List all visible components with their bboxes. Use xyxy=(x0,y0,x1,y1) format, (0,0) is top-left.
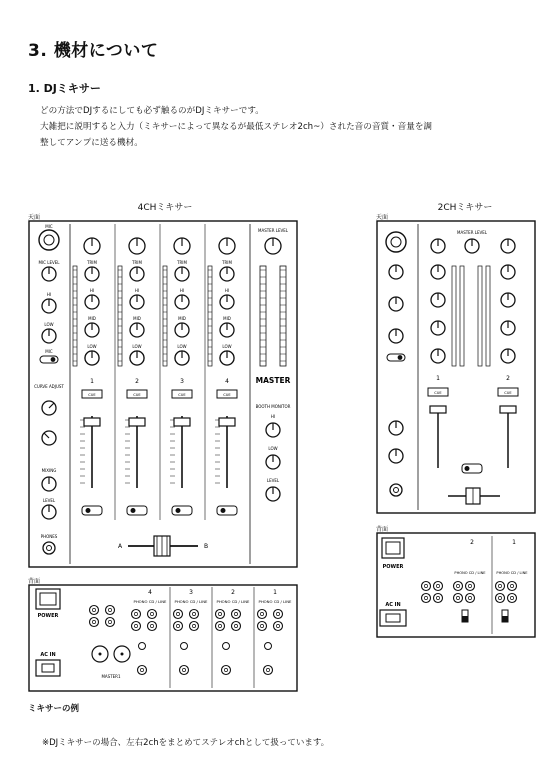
booth-out-jack xyxy=(106,618,115,627)
ch1-trim-knob[interactable] xyxy=(85,267,99,281)
mixer2-rear-jack-2-a xyxy=(496,582,505,591)
ac-in-socket xyxy=(36,660,60,676)
mixer2-cue-label-1: CUE xyxy=(434,391,442,395)
curve-adjust-label: CURVE ADJUST xyxy=(34,384,64,389)
ch2-cue-label: CUE xyxy=(133,393,141,397)
section-title: 1. DJミキサー xyxy=(28,82,101,95)
ch1-extra-jack xyxy=(264,666,273,675)
mixer2-ch1-eq-knob-2[interactable] xyxy=(431,293,445,307)
mixer2-rear-panel-diagram xyxy=(376,532,536,640)
mic-low-knob-2ch[interactable] xyxy=(389,329,403,343)
booth-level-label: LEVEL xyxy=(266,478,280,483)
ch2-mid-knob[interactable] xyxy=(130,323,144,337)
mixer2-rear-label: 背面 xyxy=(376,526,389,533)
rec-out-jack xyxy=(90,618,99,627)
master-level-label: MASTER LEVEL xyxy=(258,228,288,233)
ch3-fader-curve-switch[interactable] xyxy=(172,506,192,515)
rear-group-2: 2 xyxy=(231,589,235,596)
booth-out-jack xyxy=(106,606,115,615)
rear-group-3: 3 xyxy=(189,589,193,596)
mixer2-top-label: 天面 xyxy=(376,214,389,221)
body-line-1: どの方法でDJするにしても必ず触るのがDJミキサーです。 xyxy=(40,106,264,116)
rear-group-1: 1 xyxy=(273,589,277,596)
mixer2-cue-button-1[interactable] xyxy=(428,388,448,396)
ch1-cue-button[interactable] xyxy=(82,390,102,398)
ch2-input-selector-knob[interactable] xyxy=(129,238,145,254)
ch1-cue-label: CUE xyxy=(88,393,96,397)
power-label: POWER xyxy=(37,613,59,619)
booth-hi-knob[interactable] xyxy=(266,423,280,437)
ch4-input-selector-knob[interactable] xyxy=(219,238,235,254)
rear-group-3-label: PHONO CD / LINE xyxy=(174,599,208,604)
mixer2-cue-label-2: CUE xyxy=(504,391,512,395)
ch4-fader-curve-switch[interactable] xyxy=(217,506,237,515)
mixing-label: MIXING xyxy=(41,468,57,473)
power-switch[interactable] xyxy=(36,589,60,609)
ch1-level-meter xyxy=(73,266,77,366)
footnote: ※DJミキサーの場合、左右2chをまとめてステレオchとして扱っています。 xyxy=(42,738,330,748)
mixer2-top-panel-diagram xyxy=(376,220,536,516)
ch3-gnd-terminal xyxy=(181,643,188,650)
body-line-3: 整してアンプに送る機材。 xyxy=(40,138,143,148)
mixer2-ac-in-socket xyxy=(380,610,406,626)
mixer2-ac-in-label: AC IN xyxy=(385,602,401,608)
mic-level-label: MIC LEVEL xyxy=(38,260,60,265)
mixer2-ch2-eq-knob-3[interactable] xyxy=(501,321,515,335)
ch3-extra-jack xyxy=(180,666,189,675)
ch3-hi-knob[interactable] xyxy=(175,295,189,309)
mixer2-rear-jack-0-b xyxy=(422,594,431,603)
ch2-line-jack-l xyxy=(232,610,241,619)
rear-group-4-label: PHONO CD / LINE xyxy=(133,599,167,604)
ch1-mid-label: MID xyxy=(88,316,96,321)
mixer2-ch2-eq-knob-1[interactable] xyxy=(501,265,515,279)
mixer2-rear-jack-2-c xyxy=(508,582,517,591)
mixer2-rear-jack-0-d xyxy=(434,594,443,603)
ch2-hi-label: HI xyxy=(134,288,140,293)
mixer2-master-level-label: MASTER LEVEL xyxy=(457,230,487,235)
master-out-label: MASTER1 xyxy=(101,674,121,679)
ch4-mid-label: MID xyxy=(223,316,231,321)
ch4-filter-knob[interactable] xyxy=(220,351,234,365)
mixer2-ch1-eq-knob-1[interactable] xyxy=(431,265,445,279)
ch1-hi-knob[interactable] xyxy=(85,295,99,309)
level-label: LEVEL xyxy=(42,498,56,503)
mixer2-rear-jack-0-c xyxy=(434,582,443,591)
ch1-mid-knob[interactable] xyxy=(85,323,99,337)
ch2-mid-label: MID xyxy=(133,316,141,321)
mixer2-ch2-eq-knob-2[interactable] xyxy=(501,293,515,307)
ch2-low-label: LOW xyxy=(132,344,142,349)
ch4-phono-jack-r xyxy=(132,622,141,631)
ch3-level-meter xyxy=(163,266,167,366)
ch2-gnd-terminal xyxy=(223,643,230,650)
ch3-mid-knob[interactable] xyxy=(175,323,189,337)
mixing-knob[interactable] xyxy=(42,477,56,491)
ch3-cue-label: CUE xyxy=(178,393,186,397)
mixer2-rear-jack-1-d xyxy=(466,594,475,603)
master-level-meter-left xyxy=(260,266,266,366)
ch3-mid-label: MID xyxy=(178,316,186,321)
ch1-line-jack-l xyxy=(274,610,283,619)
ch4-hi-label: HI xyxy=(224,288,230,293)
mic-level-knob[interactable] xyxy=(42,267,56,281)
body-line-2: 大雑把に説明すると入力（ミキサーによって異なるが最低ステレオ2ch~）された音の音質・音量を調 xyxy=(40,122,433,132)
mixer2-trim-knob-2[interactable] xyxy=(501,239,515,253)
mixer2-title: 2CHミキサー xyxy=(437,203,493,213)
ch1-gnd-terminal xyxy=(265,643,272,650)
mixer4-top-label: 天面 xyxy=(28,214,41,221)
booth-hi-label: HI xyxy=(270,414,276,419)
mixer2-rear-group-2: 2 xyxy=(470,539,474,546)
mixer2-rear-group-2-label: PHONO CD / LINE xyxy=(454,571,486,575)
ch4-mid-knob[interactable] xyxy=(220,323,234,337)
ch4-cue-label: CUE xyxy=(223,393,231,397)
ch4-extra-jack xyxy=(138,666,147,675)
mixer4-rear-label: 背面 xyxy=(28,578,41,585)
ch3-input-selector-knob[interactable] xyxy=(174,238,190,254)
master-label: MASTER xyxy=(255,376,291,385)
ch4-gnd-terminal xyxy=(139,643,146,650)
mixer2-phono-switch-2[interactable] xyxy=(462,610,468,622)
ch4-level-meter xyxy=(208,266,212,366)
mixer2-phono-switch-1[interactable] xyxy=(502,610,508,622)
ch4-trim-knob[interactable] xyxy=(220,267,234,281)
booth-level-knob[interactable] xyxy=(266,487,280,501)
ch2-cue-button[interactable] xyxy=(127,390,147,398)
mixer2-power-switch[interactable] xyxy=(382,538,404,558)
mixer2-rear-group-1-label: PHONO CD / LINE xyxy=(496,571,528,575)
rear-group-2-label: PHONO CD / LINE xyxy=(216,599,250,604)
mixer2-curve-switch[interactable] xyxy=(462,464,482,473)
mic-hi-knob[interactable] xyxy=(42,299,56,313)
master-level-meter-right xyxy=(280,266,286,366)
ch1-line-jack-r xyxy=(274,622,283,631)
crossfader-a-label: A xyxy=(117,543,123,550)
ac-in-label: AC IN xyxy=(40,652,56,658)
crossfader-b-label: B xyxy=(203,543,209,550)
ch4-trim-label: TRIM xyxy=(222,260,232,265)
ch1-low-label: LOW xyxy=(87,344,97,349)
ch2-phono-jack-l xyxy=(216,610,225,619)
level-knob-2ch[interactable] xyxy=(389,449,403,463)
phones-label: PHONES xyxy=(40,534,58,539)
booth-low-knob[interactable] xyxy=(266,455,280,469)
mic-hi-knob-2ch[interactable] xyxy=(389,297,403,311)
rear-group-1-label: PHONO CD / LINE xyxy=(258,599,292,604)
ch2-trim-label: TRIM xyxy=(132,260,142,265)
ch3-line-jack-l xyxy=(190,610,199,619)
ch2-phono-jack-r xyxy=(216,622,225,631)
ch1-number: 1 xyxy=(90,378,94,385)
ch1-hi-label: HI xyxy=(89,288,95,293)
ch3-low-label: LOW xyxy=(177,344,187,349)
ch3-cue-button[interactable] xyxy=(172,390,192,398)
ch3-line-jack-r xyxy=(190,622,199,631)
ch3-trim-knob[interactable] xyxy=(175,267,189,281)
mixer4-top-panel-diagram xyxy=(28,220,298,570)
mic-low-knob[interactable] xyxy=(42,329,56,343)
mic-switch-label: MIC xyxy=(45,349,53,354)
figure-caption: ミキサーの例 xyxy=(28,704,80,714)
ch1-filter-knob[interactable] xyxy=(85,351,99,365)
curve-adjust-knob-1[interactable] xyxy=(42,401,56,415)
ch1-fader-curve-switch[interactable] xyxy=(82,506,102,515)
mixing-knob-2ch[interactable] xyxy=(389,421,403,435)
ch1-input-selector-knob[interactable] xyxy=(84,238,100,254)
ch2-extra-jack xyxy=(222,666,231,675)
mixer2-ch1-eq-knob-3[interactable] xyxy=(431,321,445,335)
booth-monitor-label: BOOTH MONITOR xyxy=(255,404,291,409)
ch2-hi-knob[interactable] xyxy=(130,295,144,309)
mixer2-rear-jack-1-a xyxy=(454,582,463,591)
ch4-line-jack-l xyxy=(148,610,157,619)
page-title: 3. 機材について xyxy=(28,41,159,61)
mixer2-rear-jack-0-a xyxy=(422,582,431,591)
mixer2-trim-knob-1[interactable] xyxy=(431,239,445,253)
mic-switch[interactable] xyxy=(40,356,58,363)
rear-group-4: 4 xyxy=(148,589,152,596)
ch2-fader-curve-switch[interactable] xyxy=(127,506,147,515)
mixer2-ch1-label: 1 xyxy=(436,375,440,382)
mic-label: MIC xyxy=(45,224,53,229)
ch2-filter-knob[interactable] xyxy=(130,351,144,365)
ch3-phono-jack-r xyxy=(174,622,183,631)
mixer2-rear-jack-1-b xyxy=(454,594,463,603)
ch3-phono-jack-l xyxy=(174,610,183,619)
mixer4-title: 4CHミキサー xyxy=(137,203,193,213)
mixer2-ch1-eq-knob-4[interactable] xyxy=(431,349,445,363)
ch2-number: 2 xyxy=(135,378,139,385)
mic-hi-label: HI xyxy=(46,292,52,297)
mic-level-knob-2ch[interactable] xyxy=(389,265,403,279)
mixer2-rear-group-1: 1 xyxy=(512,539,516,546)
ch3-hi-label: HI xyxy=(179,288,185,293)
booth-low-label: LOW xyxy=(268,446,278,451)
ch1-phono-jack-r xyxy=(258,622,267,631)
ch3-trim-label: TRIM xyxy=(177,260,187,265)
ch1-phono-jack-l xyxy=(258,610,267,619)
ch4-low-label: LOW xyxy=(222,344,232,349)
master-level-knob[interactable] xyxy=(265,238,281,254)
mixer2-rear-jack-2-d xyxy=(508,594,517,603)
mixer2-ch2-label: 2 xyxy=(506,375,510,382)
mixer2-ch2-eq-knob-4[interactable] xyxy=(501,349,515,363)
phones-jack-2ch[interactable] xyxy=(390,484,402,496)
ch1-trim-label: TRIM xyxy=(87,260,97,265)
ch4-line-jack-r xyxy=(148,622,157,631)
ch2-trim-knob[interactable] xyxy=(130,267,144,281)
mixer4-rear-panel-diagram xyxy=(28,584,298,694)
mic-jack-2ch[interactable] xyxy=(386,232,406,252)
ch3-filter-knob[interactable] xyxy=(175,351,189,365)
mixer2-power-label: POWER xyxy=(382,564,404,570)
mixer2-rear-jack-2-b xyxy=(496,594,505,603)
phones-level-knob[interactable] xyxy=(42,505,56,519)
ch4-number: 4 xyxy=(225,378,229,385)
mixer2-master-level-knob[interactable] xyxy=(465,239,479,253)
ch4-hi-knob[interactable] xyxy=(220,295,234,309)
mic-switch-2ch[interactable] xyxy=(387,354,405,361)
mixer2-rear-jack-1-c xyxy=(466,582,475,591)
ch3-number: 3 xyxy=(180,378,184,385)
ch2-level-meter xyxy=(118,266,122,366)
curve-adjust-knob-2[interactable] xyxy=(42,431,56,445)
ch4-phono-jack-l xyxy=(132,610,141,619)
rec-out-jack xyxy=(90,606,99,615)
phones-jack[interactable] xyxy=(43,542,55,554)
ch2-line-jack-r xyxy=(232,622,241,631)
mixer2-cue-button-2[interactable] xyxy=(498,388,518,396)
ch4-cue-button[interactable] xyxy=(217,390,237,398)
mic-low-label: LOW xyxy=(44,322,54,327)
